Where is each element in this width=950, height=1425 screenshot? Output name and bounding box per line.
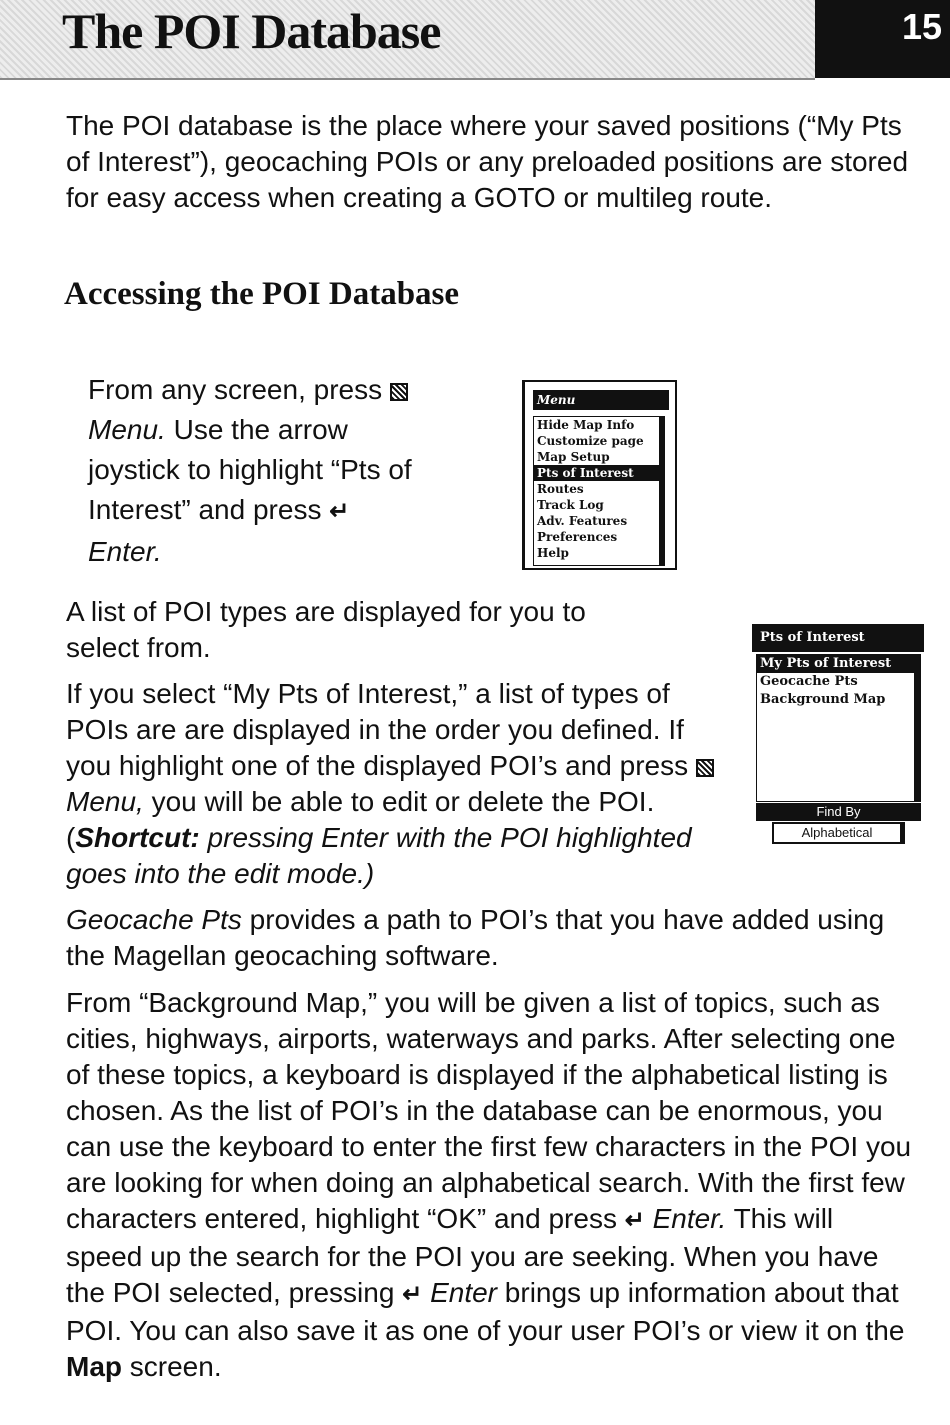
menu-item: Customize page [537, 434, 644, 448]
menu-key-icon [696, 759, 714, 777]
access-paragraph [88, 370, 428, 572]
menu-word: Menu, [66, 786, 144, 817]
poi-item-selected: My Pts of Interest [757, 655, 914, 673]
map-word: Map [66, 1351, 122, 1382]
menu-key-icon [390, 383, 408, 401]
poi-list [756, 654, 921, 802]
poi-screenshot [752, 622, 924, 840]
mypts-text-1: If you select “My Pts of Interest,” a list of types of POIs are are displayed in the order you defined. If you highlight one of the displayed POI’s and press [66, 678, 689, 781]
menu-item: Track Log [537, 498, 604, 512]
menu-list [533, 416, 665, 566]
background-text-2: This will speed up the search for the POI you are seeking. When you have the POI selected, pressing [66, 1203, 879, 1308]
enter-word: Enter. [652, 1203, 727, 1234]
background-paragraph [66, 985, 916, 1385]
page-title: The POI Database [62, 3, 441, 59]
menu-word: Menu. [88, 414, 166, 445]
menu-item: Preferences [537, 530, 618, 544]
geocache-paragraph [66, 902, 916, 974]
access-text-1: From any screen, press [88, 374, 383, 405]
poi-item: Geocache Pts [760, 674, 858, 689]
enter-key-icon: ↵ [624, 1207, 645, 1234]
menu-item: Map Setup [537, 450, 610, 464]
menu-item: Adv. Features [537, 514, 628, 528]
menu-item: Help [537, 546, 569, 560]
find-by-label: Find By [756, 803, 921, 821]
access-text-2: Use the arrow joystick to highlight “Pts of Interest” and press [88, 414, 412, 525]
page-number: 15 [901, 6, 942, 47]
menu-item: Routes [537, 482, 584, 496]
mypts-paragraph [66, 676, 726, 892]
shortcut-text: pressing Enter with the POI highlighted goes into the edit mode.) [66, 822, 692, 889]
geocache-term: Geocache Pts [66, 904, 242, 935]
list-paragraph: A list of POI types are displayed for you to select from. [66, 596, 586, 663]
poi-item: Background Map [760, 692, 886, 707]
background-text-1: From “Background Map,” you will be given a list of topics, such as cities, highways, airports, waterways and parks. After selecting one of these topics, a keyboard is displayed if the alphabetical listing is chosen. As the list of POI’s in the database can be enormous, you can use the keyboard to enter the first few characters in the POI you are looking for when doing an alphabetical search. With the first few characters entered, highlight “OK” and press [66, 987, 912, 1234]
mypts-text-2: you will be able to edit or delete the POI. ( [66, 786, 655, 853]
menu-screenshot [522, 380, 677, 570]
geocache-text: provides a path to POI’s that you have added using the Magellan geocaching software. [66, 904, 885, 971]
enter-word: Enter. [88, 536, 162, 567]
page-number-box [815, 0, 950, 78]
enter-word: Enter [430, 1277, 498, 1308]
poi-screen-title: Pts of Interest [752, 624, 924, 652]
section-heading: Accessing the POI Database [64, 276, 460, 312]
menu-screen-title: Menu [533, 390, 669, 410]
shortcut-label: Shortcut: [75, 822, 200, 853]
intro-paragraph: The POI database is the place where your saved positions (“My Pts of Interest”), geocaching POIs or any preloaded positions are stored for easy access when creating a GOTO or multileg route. [66, 110, 909, 213]
menu-item: Hide Map Info [537, 418, 635, 432]
menu-item-selected: Pts of Interest [534, 465, 659, 481]
page-header [0, 0, 950, 78]
background-text-3: brings up information about that POI. You can also save it as one of your user POI’s or view it on the [66, 1277, 905, 1346]
enter-key-icon: ↵ [402, 1281, 423, 1308]
background-text-4: screen. [129, 1351, 222, 1382]
enter-key-icon: ↵ [329, 498, 350, 525]
find-by-value: Alphabetical [772, 822, 905, 844]
